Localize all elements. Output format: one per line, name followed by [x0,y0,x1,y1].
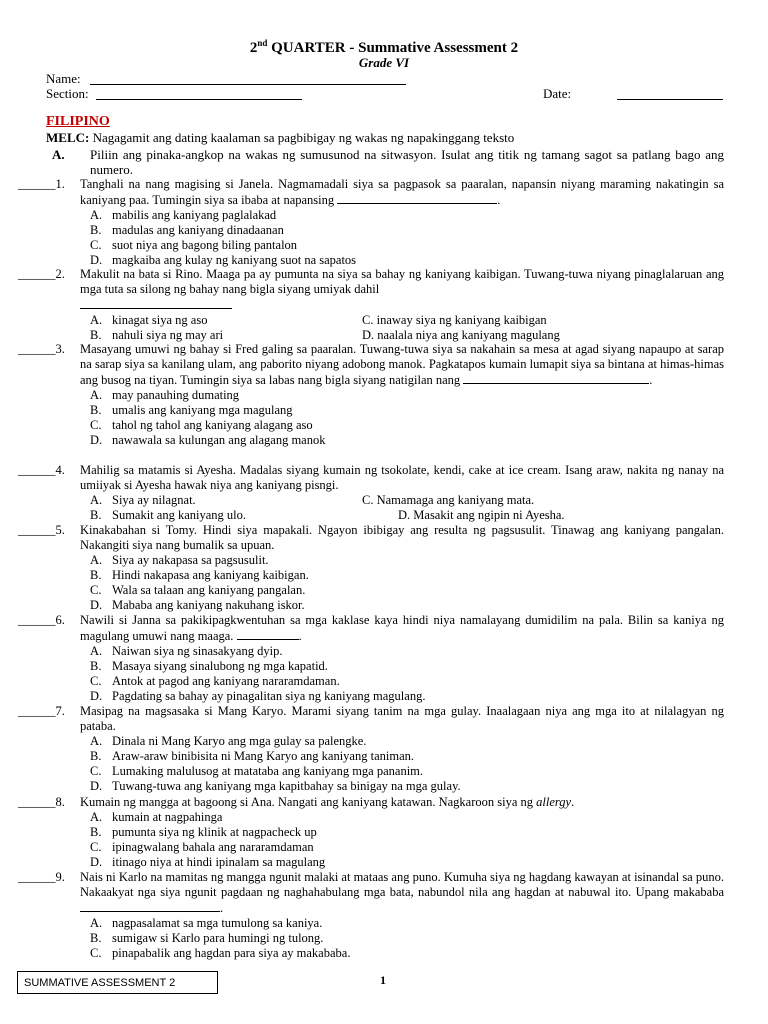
question-item: ______6. Nawili si Janna sa pakikipagkwentuhan sa mga kaklase kaya hindi niya namalayang dumidilim na pala. Bilin sa kaniya ng magulang umuwi nang maaga. . A. Naiwan siya ng sinasakyang dyip. B. Masaya siyang sinalubong ng mga kapatid. C. Antok at pagod ang kaniyang nararamdaman. D. Pagdating sa bahay ay pinagalitan siya ng kaniyang magulang. [18,613,724,703]
option: B. Hindi nakapasa ang kaniyang kaibigan. [90,568,309,582]
question-item: ______1. Tanghali na nang magising si Janela. Nagmamadali siya sa pagpasok sa paaralan, napansin niyang maraming nakatingin sa kaniyang paa. Tumingin siya sa ibaba at napansing . A. mabilis ang kaniyang paglalakad B. madulas ang kaniyang dinadaanan C. suot niya ang bagong biling pantalon D. magkaiba ang kulay ng kaniyang suot na sapatos [18,177,724,267]
fill-blank[interactable] [337,192,497,204]
option: C. tahol ng tahol ang kaniyang alagang aso [90,418,313,432]
footer-label: SUMMATIVE ASSESSMENT 2 [17,971,218,994]
option: B. sumigaw si Karlo para humingi ng tulong. [90,931,324,945]
question-item [18,463,724,523]
grade-label: Grade VI [358,55,410,70]
option: D. Mababa ang kaniyang nakuhang iskor. [90,598,305,612]
option: D. Pagdating sa bahay ay pinagalitan siya ng kaniyang magulang. [90,689,426,703]
option: B. umalis ang kaniyang mga magulang [90,403,293,417]
option: C. Wala sa talaan ang kaniyang pangalan. [90,583,306,597]
question-stem: Kinakabahan si Tomy. Hindi siya mapakali. Ngayon ibibigay ang resulta ng pagsusulit. Tinawag ang kaniyang pangalan. Nakangiti siya nang bumalik sa upuan. [80,523,724,552]
option: D. Tuwang-tuwa ang kaniyang mga kapitbahay sa binigay na mga gulay. [90,779,461,793]
option: C. pinapabalik ang hagdan para siya ay makababa. [90,946,351,960]
question-stem: Masayang umuwi ng bahay si Fred galing sa paaralan. Tuwang-tuwa siya sa nakahain sa mesa at agad siyang napaupo at sarap na sarap siya sa kanilang ulam, ang paborito niyang adobong manok. Pagkatapos kumain lumapit siya sa bintana at himas-himas ang busog na tiyan. Tumingin siya sa labas nang bigla siyang natigilan nang [80,342,724,387]
option: B. Araw-araw binibisita ni Mang Karyo ang kaniyang taniman. [90,749,414,763]
answer-blank[interactable]: ______4. [18,463,65,477]
subject-heading: FILIPINO [46,114,110,129]
option-row: B. nahuli siya ng may ari D. naalala niya ang kaniyang magulang [90,328,560,342]
fill-blank[interactable] [80,900,220,912]
page-number: 1 [380,973,386,987]
answer-blank[interactable]: ______9. [18,870,65,884]
option: D. itinago niya at hindi ipinalam sa magulang [90,855,326,869]
fill-blank[interactable] [80,297,232,309]
question-item [18,523,724,613]
section-line[interactable] [96,99,302,100]
question-stem: Kumain ng mangga at bagoong si Ana. Nangati ang kaniyang katawan. Nagkaroon siya ng allergy. [80,795,575,809]
option: B. Masaya siyang sinalubong ng mga kapatid. [90,659,328,673]
option: C. Lumaking malulusog at matataba ang kaniyang mga pananim. [90,764,424,778]
answer-blank[interactable]: ______7. [18,704,65,718]
melc-line: MELC: Nagagamit ang dating kaalaman sa pagbibigay ng wakas ng napakinggang teksto [46,130,515,145]
option: A. Siya ay nakapasa sa pagsusulit. [90,553,269,567]
date-line[interactable] [617,99,723,100]
date-label: Date: [543,86,572,101]
answer-blank[interactable]: ______3. [18,342,65,356]
option: A. Naiwan siya ng sinasakyang dyip. [90,644,283,658]
question-item [18,795,724,870]
question-stem: Nais ni Karlo na mamitas ng mangga ngunit malaki at mataas ang puno. Kumuha siya ng hagdang kawayan at isinandal sa puno. Nakaakyat nga siya ngunit pagdaan ng naghahabulang mga bata, nabundol nila ang hagdan at nabuwal ito. Upang makababa [80,870,724,899]
answer-blank[interactable]: ______8. [18,795,65,809]
option: A. mabilis ang kaniyang paglalakad [90,208,277,222]
option: D. magkaiba ang kulay ng kaniyang suot na sapatos [90,253,357,267]
option-row: A. Siya ay nilagnat. C. Namamaga ang kaniyang mata. [90,493,535,507]
option: D. nawawala sa kulungan ang alagang manok [90,433,326,447]
option: A. may panauhing dumating [90,388,240,402]
answer-blank[interactable]: ______6. [18,613,65,627]
answer-blank[interactable]: ______1. [18,177,65,191]
option: A. Dinala ni Mang Karyo ang mga gulay sa palengke. [90,734,367,748]
question-item: ______9. Nais ni Karlo na mamitas ng mangga ngunit malaki at mataas ang puno. Kumuha siya ng hagdang kawayan at isinandal sa puno. Nakaakyat nga siya ngunit pagdaan ng naghahabulang mga bata, nabundol nila ang hagdan at nabuwal ito. Upang makababa . A. nagpasalamat sa mga tumulong sa kaniya. B. sumigaw si Karlo para humingi ng tulong. C. pinapabalik ang hagdan para siya ay makababa. [18,870,724,960]
option: C. suot niya ang bagong biling pantalon [90,238,298,252]
section-label: Section: [46,86,89,101]
option: C. ipinagwalang bahala ang nararamdaman [90,840,314,854]
option: B. madulas ang kaniyang dinadaanan [90,223,284,237]
question-stem: Mahilig sa matamis si Ayesha. Madalas siyang kumain ng tsokolate, kendi, cake at ice cream. Isang araw, nakita ng nanay na umiiyak si Ayesha hawak niya ang kaniyang pisngi. [80,463,724,492]
part-a-instruction: A. Piliin ang pinaka-angkop na wakas ng sumusunod na sitwasyon. Isulat ang titik ng tamang sagot sa patlang bago ang numero. [52,147,724,177]
option-row: B. Sumakit ang kaniyang ulo. D. Masakit ang ngipin ni Ayesha. [90,508,565,522]
page-title: 2nd QUARTER - Summative Assessment 2 [249,38,519,56]
option: B. pumunta siya ng klinik at nagpacheck up [90,825,317,839]
question-item [18,267,724,343]
answer-blank[interactable]: ______5. [18,523,65,537]
name-label: Name: [46,71,81,86]
option: C. Antok at pagod ang kaniyang nararamdaman. [90,674,340,688]
option: A. kumain at nagpahinga [90,810,223,824]
question-stem: Masipag na magsasaka si Mang Karyo. Marami siyang tanim na mga gulay. Inaalagaan niya ang mga ito at nilalagyan ng pataba. [80,704,724,733]
option: A. nagpasalamat sa mga tumulong sa kaniya. [90,916,323,930]
fill-blank[interactable] [237,628,299,640]
option-row: A. kinagat siya ng aso C. inaway siya ng kaniyang kaibigan [90,313,547,327]
question-item: ______3. Masayang umuwi ng bahay si Fred galing sa paaralan. Tuwang-tuwa siya sa nakahain sa mesa at agad siyang napaupo at sarap na sarap siya sa kanilang ulam, ang paborito niyang adobong manok. Pagkatapos kumain lumapit siya sa bintana at himas-himas ang busog na tiyan. Tumingin siya sa labas nang bigla siyang natigilan nang . A. may panauhing dumating B. umalis ang kaniyang mga magulang C. tahol ng tahol ang kaniyang alagang aso D. nawawala sa kulungan ang alagang manok [18,342,724,447]
question-item [18,704,724,794]
question-stem: Tanghali na nang magising si Janela. Nagmamadali siya sa pagpasok sa paaralan, napansin niyang maraming nakatingin sa kaniyang paa. Tumingin siya sa ibaba at napansing [80,177,724,207]
fill-blank[interactable] [463,372,649,384]
question-stem: Nawili si Janna sa pakikipagkwentuhan sa mga kaklase kaya hindi niya namalayang dumidilim na pala. Bilin sa kaniya ng magulang umuwi nang maaga. [80,613,724,643]
part-a-letter: A. [52,147,65,162]
question-stem: Makulit na bata si Rino. Maaga pa ay pumunta na siya sa bahay ng kaniyang kaibigan. Tuwang-tuwa niyang pinaglalaruan ang mga tuta sa silong ng bahay nang bigla siyang umiyak dahil [80,267,724,296]
name-line[interactable] [90,84,406,85]
answer-blank[interactable]: ______2. [18,267,65,281]
